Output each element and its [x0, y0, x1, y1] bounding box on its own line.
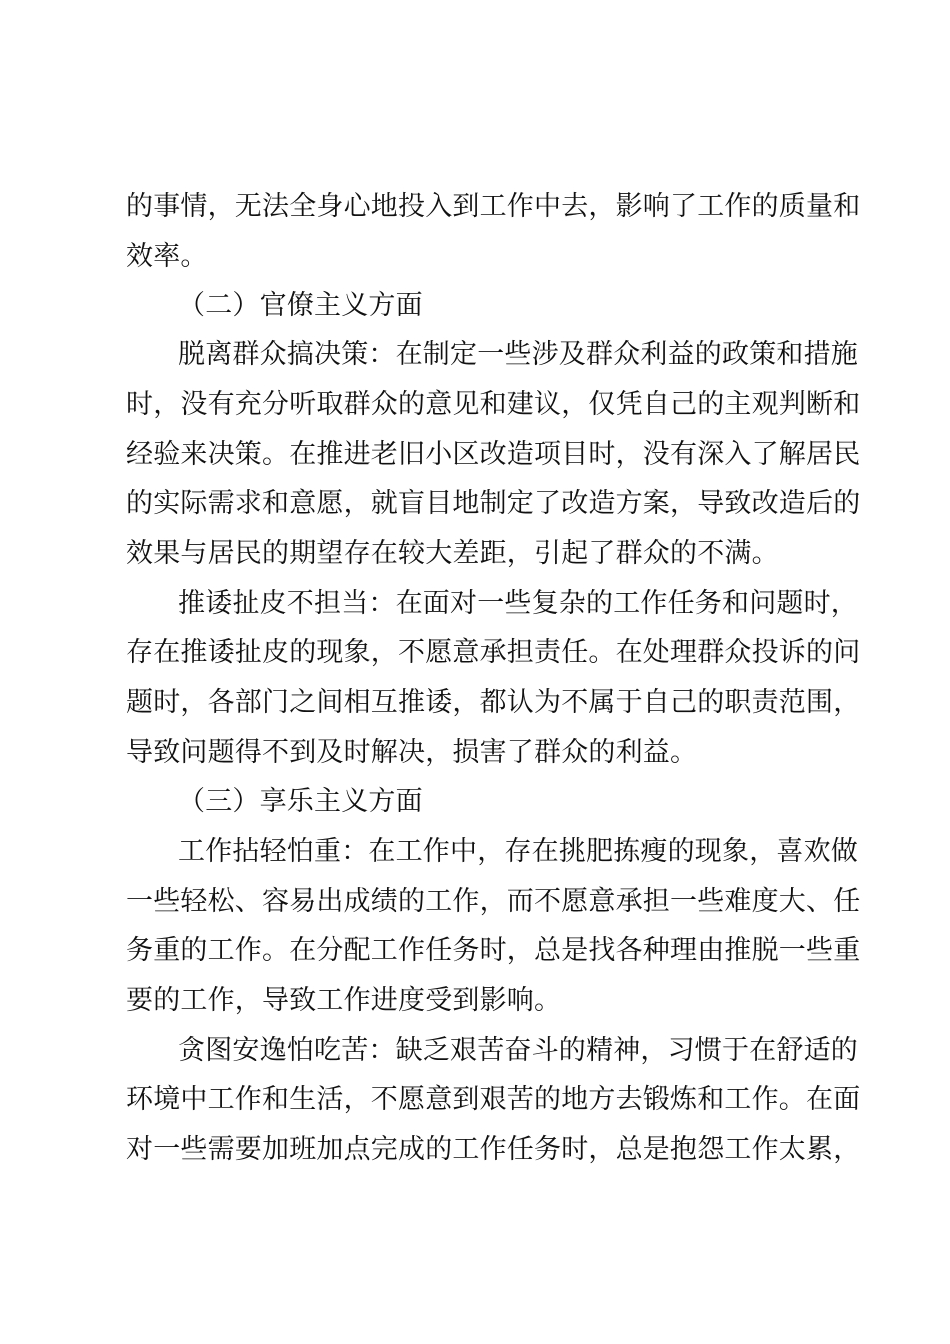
text-line: 存在推诿扯皮的现象，不愿意承担责任。在处理群众投诉的问 — [126, 637, 861, 668]
text-line: 效率。 — [126, 241, 208, 272]
text-line: 的事情，无法全身心地投入到工作中去，影响了工作的质量和 — [126, 191, 861, 222]
text-line: 经验来决策。在推进老旧小区改造项目时，没有深入了解居民 — [126, 439, 861, 470]
section-heading: （二）官僚主义方面 — [178, 290, 423, 321]
text-line: 环境中工作和生活，不愿意到艰苦的地方去锻炼和工作。在面 — [126, 1084, 861, 1115]
text-line: 要的工作，导致工作进度受到影响。 — [126, 985, 562, 1016]
text-line: 时，没有充分听取群众的意见和建议，仅凭自己的主观判断和 — [126, 389, 861, 420]
text-line: 工作拈轻怕重：在工作中，存在挑肥拣瘦的现象，喜欢做 — [178, 836, 858, 867]
text-line: 一些轻松、容易出成绩的工作，而不愿意承担一些难度大、任 — [126, 886, 861, 917]
text-line: 的实际需求和意愿，就盲目地制定了改造方案，导致改造后的 — [126, 488, 861, 519]
text-line: 题时，各部门之间相互推诿，都认为不属于自己的职责范围， — [126, 687, 861, 718]
text-line: 推诿扯皮不担当：在面对一些复杂的工作任务和问题时， — [178, 588, 858, 619]
text-line: 对一些需要加班加点完成的工作任务时，总是抱怨工作太累， — [126, 1134, 861, 1165]
text-line: 务重的工作。在分配工作任务时，总是找各种理由推脱一些重 — [126, 935, 861, 966]
text-line: 贪图安逸怕吃苦：缺乏艰苦奋斗的精神，习惯于在舒适的 — [178, 1035, 858, 1066]
text-line: 导致问题得不到及时解决，损害了群众的利益。 — [126, 737, 698, 768]
text-line: 效果与居民的期望存在较大差距，引起了群众的不满。 — [126, 538, 779, 569]
text-line: 脱离群众搞决策：在制定一些涉及群众利益的政策和措施 — [178, 339, 858, 370]
section-heading: （三）享乐主义方面 — [178, 786, 423, 817]
